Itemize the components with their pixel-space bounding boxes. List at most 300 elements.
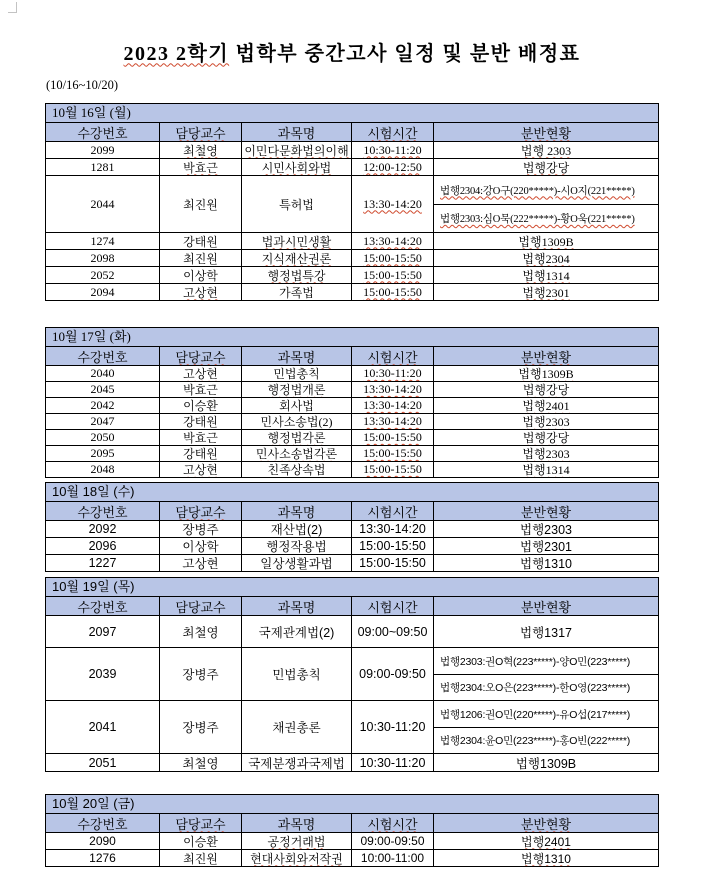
table-cell xyxy=(159,233,241,249)
header-cell xyxy=(241,347,351,365)
table-day-title: 10월 16일 (월) xyxy=(46,104,658,122)
header-cell xyxy=(433,347,658,365)
header-cell xyxy=(46,597,159,615)
table-cell xyxy=(351,430,433,445)
table-cell xyxy=(433,833,658,849)
course-name: 가족법 xyxy=(279,285,314,300)
table-row xyxy=(46,520,658,537)
table-cell xyxy=(241,538,351,554)
column-header-label: 수강번호 xyxy=(77,599,128,615)
exam-time: 09:00~09:50 xyxy=(357,624,428,639)
course-name: 현대사회와저작권 xyxy=(250,851,343,866)
table-cell xyxy=(46,284,159,300)
table-cell xyxy=(433,555,658,571)
course-number: 2040 xyxy=(90,366,115,380)
table-row xyxy=(46,615,658,647)
table-cell xyxy=(159,382,241,397)
room-assignment: 법행1309B xyxy=(518,234,574,249)
table-cell xyxy=(241,754,351,771)
table-header-row xyxy=(46,596,658,615)
table-cell xyxy=(433,233,658,249)
table-cell xyxy=(46,616,159,647)
header-cell xyxy=(159,814,241,832)
table-cell xyxy=(351,754,433,771)
course-name: 지식재산권론 xyxy=(261,251,332,266)
table-cell xyxy=(159,446,241,461)
professor-name: 이상학 xyxy=(183,268,218,283)
course-name: 민사소송법각론 xyxy=(255,447,338,461)
table-row xyxy=(46,753,658,771)
table-cell xyxy=(46,142,159,158)
course-name: 국제분쟁과국제법 xyxy=(248,756,345,771)
course-name: 친족상속법 xyxy=(267,463,326,477)
header-cell xyxy=(433,123,658,141)
column-header-label: 시험시간 xyxy=(367,816,418,832)
table-cell xyxy=(433,414,658,429)
column-header-label: 담당교수 xyxy=(175,504,226,520)
course-name: 회사법 xyxy=(279,399,314,413)
room-assignment: 법행2303 xyxy=(520,523,572,537)
professor-name: 고상현 xyxy=(183,463,218,477)
room-assignment: 법행2301 xyxy=(520,540,572,554)
course-name: 민사소송법(2) xyxy=(260,415,333,429)
table-cell xyxy=(241,850,351,866)
table-cell xyxy=(46,850,159,866)
table-cell xyxy=(46,398,159,413)
course-number: 2092 xyxy=(88,522,117,536)
table-cell xyxy=(351,555,433,571)
table-cell xyxy=(159,648,241,700)
table-cell xyxy=(241,159,351,175)
table-cell xyxy=(46,446,159,461)
table-cell xyxy=(159,176,241,232)
table-cell xyxy=(241,462,351,477)
header-cell xyxy=(159,123,241,141)
table-cell xyxy=(241,446,351,461)
table-row xyxy=(46,175,658,232)
professor-name: 고상현 xyxy=(183,285,218,300)
course-number: 2041 xyxy=(88,720,117,734)
course-number: 1274 xyxy=(90,233,115,248)
room-assignment: 법행강당 xyxy=(522,160,570,175)
exam-time: 13:30-14:20 xyxy=(363,382,422,396)
header-cell xyxy=(159,597,241,615)
table-cell xyxy=(433,538,658,554)
room-assignment: 법행2303 xyxy=(522,447,570,461)
table-header-row xyxy=(46,501,658,520)
course-name: 이민다문화법의이해 xyxy=(244,143,349,158)
section-assignment-text: 법행2303:권O혁(223*****)-양O민(223*****) xyxy=(440,655,631,668)
table-cell xyxy=(433,398,658,413)
exam-time: 13:30-14:20 xyxy=(363,196,422,211)
room-assignment: 법행2301 xyxy=(522,285,570,300)
professor-name: 최진원 xyxy=(183,251,218,266)
professor-name: 최철영 xyxy=(183,143,218,158)
course-number: 2044 xyxy=(90,196,115,211)
table-cell xyxy=(351,176,433,232)
table-cell xyxy=(159,754,241,771)
table-cell xyxy=(46,382,159,397)
exam-time: 10:00-11:00 xyxy=(360,851,425,865)
course-name: 법과시민생활 xyxy=(261,234,332,249)
table-row xyxy=(46,445,658,461)
section-assignment-text: 법행2303:심O묵(222*****)-황O욱(221*****) xyxy=(440,214,635,225)
room-assignment: 법행1317 xyxy=(520,625,572,640)
course-name: 채권총론 xyxy=(272,721,321,735)
table-cell xyxy=(159,142,241,158)
table-cell xyxy=(241,555,351,571)
table-cell xyxy=(159,366,241,381)
course-number: 2047 xyxy=(90,414,115,428)
table-cell xyxy=(241,250,351,266)
table-cell xyxy=(351,833,433,849)
exam-time: 10:30-11:20 xyxy=(359,720,426,734)
table-cell xyxy=(241,398,351,413)
table-cell xyxy=(159,284,241,300)
course-number: 1227 xyxy=(88,556,117,570)
course-number: 2048 xyxy=(90,462,115,476)
table-row xyxy=(46,232,658,249)
table-cell xyxy=(433,462,658,477)
header-cell xyxy=(46,123,159,141)
room-assignment: 법행강당 xyxy=(522,383,570,397)
exam-time: 15:00-15:50 xyxy=(363,267,422,282)
course-number: 1281 xyxy=(90,159,115,174)
section-assignment-line xyxy=(434,701,658,727)
table-cell xyxy=(351,648,433,700)
table-cell xyxy=(351,142,433,158)
course-name: 행정작용법 xyxy=(266,540,327,554)
exam-time: 09:00-09:50 xyxy=(359,667,426,681)
exam-time: 15:00-15:50 xyxy=(359,539,426,553)
column-header-label: 담당교수 xyxy=(175,125,226,141)
table-cell xyxy=(46,701,159,753)
table-cell xyxy=(241,284,351,300)
date-range-label: (10/16~10/20) xyxy=(46,78,119,92)
column-header-label: 시험시간 xyxy=(367,125,418,141)
table-cell xyxy=(241,521,351,537)
table-cell xyxy=(159,159,241,175)
column-header-label: 분반현황 xyxy=(520,504,572,520)
section-assignment-line xyxy=(434,176,658,204)
table-cell xyxy=(46,538,159,554)
header-cell xyxy=(159,347,241,365)
table-cell xyxy=(433,382,658,397)
exam-time: 10:30-11:20 xyxy=(363,366,422,380)
room-assignment: 법행1314 xyxy=(522,463,570,477)
table-row xyxy=(46,283,658,300)
table-cell xyxy=(351,616,433,647)
table-cell xyxy=(351,366,433,381)
exam-time: 15:00-15:50 xyxy=(363,446,422,460)
column-header-label: 과목명 xyxy=(277,504,316,520)
table-cell xyxy=(159,701,241,753)
table-day-title: 10월 20일 (금) xyxy=(46,795,658,813)
professor-name: 강태원 xyxy=(183,234,218,249)
exam-table-1 xyxy=(45,103,659,301)
course-number: 2096 xyxy=(88,539,117,553)
column-header-label: 과목명 xyxy=(277,125,316,141)
title-rest: 법학부 중간고사 일정 및 분반 배정표 xyxy=(229,43,581,66)
professor-name: 최철영 xyxy=(182,756,219,771)
table-cell xyxy=(351,398,433,413)
table-cell xyxy=(351,414,433,429)
professor-name: 이승환 xyxy=(183,399,218,413)
room-assignment: 법행강당 xyxy=(522,431,570,445)
column-header-label: 수강번호 xyxy=(77,816,128,832)
table-cell xyxy=(433,366,658,381)
table-cell xyxy=(159,521,241,537)
table-cell xyxy=(433,446,658,461)
course-name: 행정법개론 xyxy=(267,383,326,397)
document-title xyxy=(0,37,704,66)
professor-name: 고상현 xyxy=(182,557,219,571)
table-day-title: 10월 19일 (목) xyxy=(46,578,658,596)
column-header-label: 과목명 xyxy=(277,816,316,832)
course-name: 시민사회와법 xyxy=(261,160,332,175)
header-cell xyxy=(351,597,433,615)
course-number: 1276 xyxy=(89,851,116,865)
room-assignment: 법행1309B xyxy=(518,367,574,381)
table-cell xyxy=(351,233,433,249)
table-cell xyxy=(46,754,159,771)
table-cell xyxy=(351,701,433,753)
exam-time: 10:30-11:20 xyxy=(359,755,426,770)
room-assignment: 법행 2303 xyxy=(520,143,572,158)
course-name: 행정법각론 xyxy=(267,431,326,445)
course-number: 2094 xyxy=(90,284,115,299)
exam-table-5 xyxy=(45,794,659,867)
header-cell xyxy=(241,502,351,520)
table-row xyxy=(46,849,658,866)
course-name: 일상생활과법 xyxy=(260,557,333,571)
table-cell xyxy=(433,176,658,232)
column-header-label: 과목명 xyxy=(277,349,316,365)
header-cell xyxy=(433,502,658,520)
column-header-label: 분반현황 xyxy=(520,816,572,832)
column-header-label: 담당교수 xyxy=(175,816,226,832)
professor-name: 장병주 xyxy=(182,668,219,682)
course-number: 2051 xyxy=(88,755,117,770)
column-header-label: 과목명 xyxy=(277,599,316,615)
room-assignment: 법행2304 xyxy=(522,251,570,266)
title-spellchecked-part: 2023 2학기 xyxy=(123,43,230,66)
course-name: 공정거래법 xyxy=(267,834,326,849)
table-header-row xyxy=(46,813,658,832)
exam-time: 13:30-14:20 xyxy=(363,398,422,412)
exam-time: 13:30-14:20 xyxy=(363,414,422,428)
table-cell xyxy=(46,462,159,477)
column-header-label: 분반현황 xyxy=(520,349,572,365)
table-cell xyxy=(46,648,159,700)
header-cell xyxy=(351,814,433,832)
course-name: 민법총칙 xyxy=(273,367,320,381)
column-header-label: 담당교수 xyxy=(175,349,226,365)
course-number: 2099 xyxy=(90,142,115,157)
room-assignment: 법행2401 xyxy=(522,399,570,413)
course-number: 2097 xyxy=(88,624,117,639)
table-cell xyxy=(46,366,159,381)
column-header-label: 분반현황 xyxy=(520,599,572,615)
section-assignment-text: 법행1206:권O민(220*****)-유O섭(217*****) xyxy=(440,708,631,721)
table-row xyxy=(46,397,658,413)
course-number: 2042 xyxy=(90,398,115,412)
professor-name: 최철영 xyxy=(182,625,219,640)
table-cell xyxy=(159,414,241,429)
room-assignment: 법행1309B xyxy=(515,756,577,771)
professor-name: 장병주 xyxy=(182,721,219,735)
table-cell xyxy=(433,521,658,537)
section-assignment-text: 법행2304:오O은(223*****)-한O영(223*****) xyxy=(440,682,631,694)
table-cell xyxy=(46,555,159,571)
exam-table-3 xyxy=(45,482,659,572)
table-row xyxy=(46,554,658,571)
header-cell xyxy=(46,502,159,520)
course-name: 국제관계법(2) xyxy=(258,625,335,640)
room-assignment: 법행2401 xyxy=(521,834,571,849)
table-cell xyxy=(46,176,159,232)
room-assignment: 법행2303 xyxy=(522,415,570,429)
table-cell xyxy=(46,521,159,537)
table-cell xyxy=(351,850,433,866)
room-assignment: 법행1314 xyxy=(522,268,570,283)
header-cell xyxy=(351,502,433,520)
table-cell xyxy=(159,267,241,283)
header-cell xyxy=(351,123,433,141)
column-header-label: 수강번호 xyxy=(77,125,128,141)
table-cell xyxy=(241,233,351,249)
table-cell xyxy=(433,250,658,266)
column-header-label: 시험시간 xyxy=(367,349,418,365)
header-cell xyxy=(46,347,159,365)
table-cell xyxy=(241,414,351,429)
table-cell xyxy=(351,267,433,283)
exam-table-4 xyxy=(45,577,659,772)
column-header-label: 수강번호 xyxy=(77,349,128,365)
header-cell xyxy=(351,347,433,365)
header-cell xyxy=(241,814,351,832)
table-cell xyxy=(46,233,159,249)
table-cell xyxy=(241,382,351,397)
table-row xyxy=(46,429,658,445)
section-assignment-line xyxy=(434,204,658,232)
column-header-label: 수강번호 xyxy=(77,504,128,520)
header-cell xyxy=(241,597,351,615)
table-cell xyxy=(159,538,241,554)
table-row xyxy=(46,249,658,266)
table-day-title: 10월 18일 (수) xyxy=(46,483,658,501)
professor-name: 이상학 xyxy=(182,540,219,554)
table-cell xyxy=(241,267,351,283)
table-cell xyxy=(433,754,658,771)
table-row xyxy=(46,461,658,477)
table-cell xyxy=(159,850,241,866)
table-cell xyxy=(433,850,658,866)
header-cell xyxy=(241,123,351,141)
professor-name: 최진원 xyxy=(183,851,218,866)
professor-name: 장병주 xyxy=(182,523,219,537)
header-cell xyxy=(159,502,241,520)
table-cell xyxy=(159,398,241,413)
table-cell xyxy=(159,250,241,266)
table-cell xyxy=(241,366,351,381)
exam-time: 13:30-14:20 xyxy=(359,522,426,536)
table-row xyxy=(46,832,658,849)
table-cell xyxy=(433,616,658,647)
table-cell xyxy=(46,267,159,283)
course-number: 2098 xyxy=(90,250,115,265)
table-cell xyxy=(159,430,241,445)
table-cell xyxy=(159,462,241,477)
table-row xyxy=(46,413,658,429)
exam-time: 15:00-15:50 xyxy=(363,284,422,299)
course-number: 2045 xyxy=(90,382,115,396)
header-cell xyxy=(46,814,159,832)
exam-time: 15:00-15:50 xyxy=(359,556,426,570)
table-cell xyxy=(351,462,433,477)
professor-name: 고상현 xyxy=(183,367,218,381)
table-cell xyxy=(46,430,159,445)
table-cell xyxy=(351,538,433,554)
table-cell xyxy=(433,267,658,283)
table-row xyxy=(46,537,658,554)
course-number: 2095 xyxy=(90,446,115,460)
table-header-row xyxy=(46,346,658,365)
exam-time: 10:30-11:20 xyxy=(363,142,422,157)
table-header-row xyxy=(46,122,658,141)
section-assignment-line xyxy=(434,648,658,674)
table-cell xyxy=(433,159,658,175)
section-assignment-line xyxy=(434,727,658,753)
professor-name: 박효근 xyxy=(183,383,218,397)
column-header-label: 분반현황 xyxy=(520,125,572,141)
professor-name: 최진원 xyxy=(183,197,218,212)
course-name: 재산법(2) xyxy=(270,523,323,537)
course-name: 특허법 xyxy=(279,197,314,212)
table-cell xyxy=(159,616,241,647)
table-cell xyxy=(241,833,351,849)
table-cell xyxy=(433,701,658,753)
table-cell xyxy=(241,176,351,232)
table-day-title: 10월 17일 (화) xyxy=(46,328,658,346)
course-name: 행정법특강 xyxy=(267,268,326,283)
exam-time: 15:00-15:50 xyxy=(363,462,422,476)
table-cell xyxy=(351,159,433,175)
table-cell xyxy=(433,142,658,158)
table-cell xyxy=(241,430,351,445)
table-row xyxy=(46,266,658,283)
course-number: 2090 xyxy=(89,834,116,848)
table-cell xyxy=(433,284,658,300)
table-cell xyxy=(351,446,433,461)
header-cell xyxy=(433,814,658,832)
table-row xyxy=(46,141,658,158)
professor-name: 강태원 xyxy=(183,447,218,461)
table-cell xyxy=(433,648,658,700)
exam-time: 12:00-12:50 xyxy=(363,159,422,174)
exam-table-2 xyxy=(45,327,659,478)
exam-time: 09:00-09:50 xyxy=(360,834,425,848)
exam-tables-container xyxy=(45,103,659,867)
page-margin-corner-mark xyxy=(8,2,17,13)
exam-time: 15:00-15:50 xyxy=(363,250,422,265)
table-cell xyxy=(351,382,433,397)
room-assignment: 법행1310 xyxy=(521,851,571,866)
professor-name: 강태원 xyxy=(183,415,218,429)
table-cell xyxy=(433,430,658,445)
table-cell xyxy=(46,250,159,266)
table-cell xyxy=(46,833,159,849)
